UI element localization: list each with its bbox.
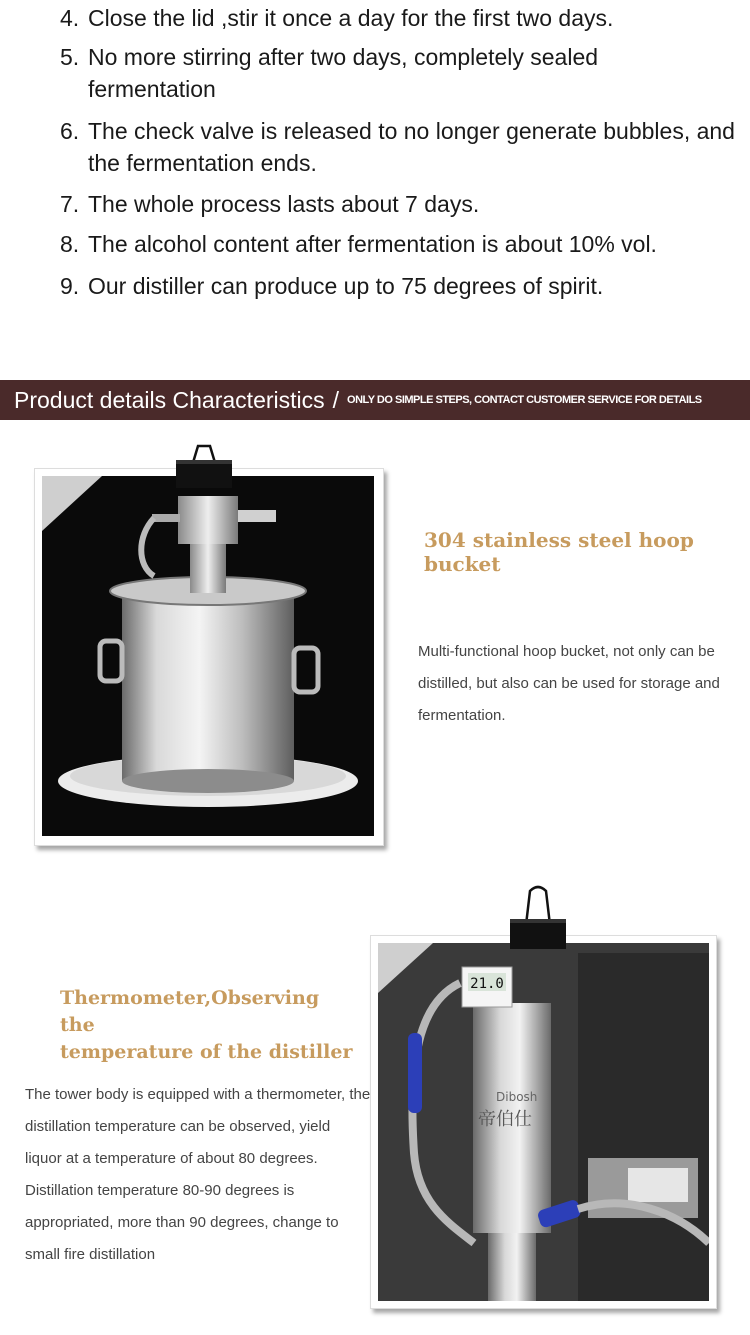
- binder-clip-icon: [508, 885, 568, 951]
- step-item: [60, 228, 748, 260]
- feature1-title: 304 stainless steel hoop bucket: [424, 528, 694, 576]
- distiller-image: [378, 943, 709, 1301]
- step-text: Our distiller can produce up to 75 degrees of spirit.: [88, 273, 604, 299]
- bucket-photo: [42, 476, 374, 836]
- section-banner: [0, 380, 750, 420]
- step-number: 8.: [60, 231, 80, 257]
- feature1-description: Multi-functional hoop bucket, not only can be distilled, but also can be used for storage and fermentation.: [418, 643, 720, 724]
- step-number: 9.: [60, 273, 80, 299]
- feature2-description: The tower body is equipped with a thermometer, the distillation temperature can be observed, yield liquor at a temperature of about 80 degrees. Distillation temperature 80-90 degrees is appropriated, more than 90 degrees, change to small fire distillation: [25, 1086, 371, 1263]
- distiller-photo-frame: [370, 935, 717, 1309]
- banner-title: Product details Characteristics: [14, 386, 325, 413]
- brand-latin: Dibosh: [496, 1090, 538, 1104]
- feature2-title-line2: temperature of the distiller: [60, 1041, 353, 1063]
- step-text: The check valve is released to no longer generate bubbles, and the fermentation ends.: [88, 118, 735, 176]
- step-item: [60, 41, 678, 105]
- banner-subtitle: ONLY DO SIMPLE STEPS, CONTACT CUSTOMER SERVICE FOR DETAILS: [347, 394, 702, 406]
- step-text: The whole process lasts about 7 days.: [88, 191, 480, 217]
- feature2-title: [60, 985, 360, 1066]
- bucket-image: [42, 476, 374, 836]
- step-item: [60, 270, 748, 302]
- step-text: The alcohol content after fermentation is about 10% vol.: [88, 231, 657, 257]
- bucket-photo-frame: [34, 468, 384, 846]
- step-text: Close the lid ,stir it once a day for the first two days.: [88, 5, 614, 31]
- step-number: 6.: [60, 118, 80, 144]
- thermometer-reading: 21.0: [470, 976, 504, 992]
- feature2-title-line1: Thermometer,Observing the: [60, 987, 320, 1036]
- binder-clip-icon: [174, 444, 234, 490]
- step-item: [60, 2, 748, 34]
- step-number: 5.: [60, 44, 80, 70]
- step-number: 7.: [60, 191, 80, 217]
- step-text: No more stirring after two days, completely sealed fermentation: [88, 44, 599, 102]
- banner-separator: /: [332, 386, 340, 413]
- step-item: [60, 115, 748, 179]
- brand-chinese: 帝伯仕: [478, 1109, 532, 1130]
- step-item: [60, 188, 748, 220]
- distiller-photo: [378, 943, 709, 1301]
- step-number: 4.: [60, 5, 80, 31]
